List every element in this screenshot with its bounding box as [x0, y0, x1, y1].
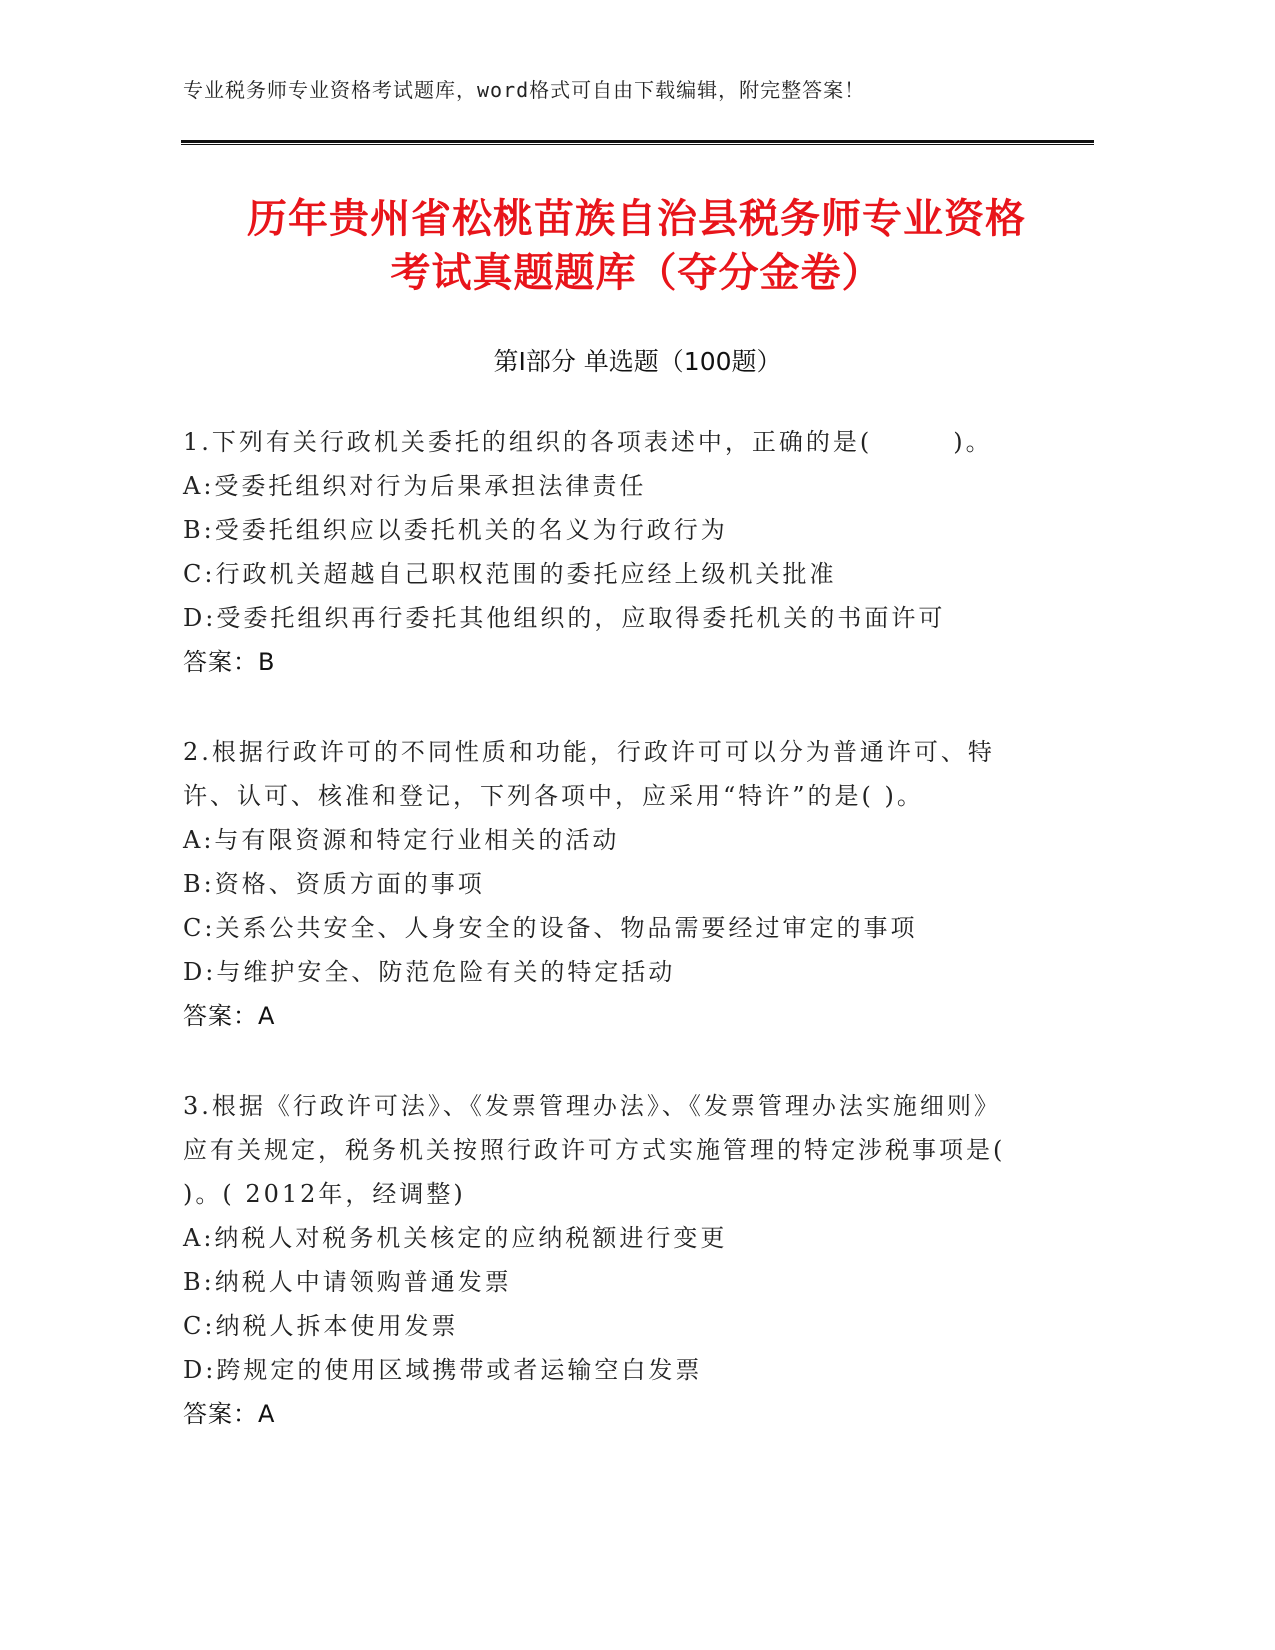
option-c: C:关系公共安全、人身安全的设备、物品需要经过审定的事项 [183, 914, 918, 942]
option-d: D:受委托组织再行委托其他组织的，应取得委托机关的书面许可 [183, 604, 946, 632]
option-a: A:纳税人对税务机关核定的应纳税额进行变更 [183, 1224, 728, 1252]
question-list [183, 420, 1023, 1482]
option-b: B:资格、资质方面的事项 [183, 870, 485, 898]
option-d: D:跨规定的使用区域携带或者运输空白发票 [183, 1356, 703, 1384]
answer: 答案：A [183, 1400, 276, 1428]
option-d: D:与维护安全、防范危险有关的特定括动 [183, 958, 676, 986]
section-heading: 第Ⅰ部分 单选题（100题） [493, 347, 782, 376]
option-a: A:受委托组织对行为后果承担法律责任 [183, 472, 647, 500]
title-line-1: 历年贵州省松桃苗族自治县税务师专业资格 [247, 196, 1026, 242]
option-c: C:行政机关超越自己职权范围的委托应经上级机关批准 [183, 560, 837, 588]
option-c: C:纳税人拆本使用发票 [183, 1312, 459, 1340]
page-header-note: 专业税务师专业资格考试题库，word格式可自由下载编辑，附完整答案！ [183, 78, 866, 102]
answer: 答案：A [183, 1002, 276, 1030]
question-stem: 3.根据《行政许可法》、《发票管理办法》、《发票管理办法实施细则》应有关规定，税务机关按照行政许可方式实施管理的特定涉税事项是( )。( 2012年，经调整) [183, 1092, 1006, 1208]
option-b: B:纳税人中请领购普通发票 [183, 1268, 512, 1296]
question-2 [183, 730, 1023, 1038]
question-3 [183, 1084, 1023, 1436]
title-line-2: 考试真题题库（夺分金卷） [390, 250, 883, 296]
answer: 答案：B [183, 648, 276, 676]
question-stem: 1.下列有关行政机关委托的组织的各项表述中，正确的是( )。 [183, 428, 993, 456]
question-stem: 2.根据行政许可的不同性质和功能，行政许可可以分为普通许可、特许、认可、核准和登记，下列各项中，应采用“特许”的是( )。 [183, 738, 995, 810]
header-divider [181, 140, 1094, 145]
document-title [150, 192, 1123, 300]
option-b: B:受委托组织应以委托机关的名义为行政行为 [183, 516, 728, 544]
option-a: A:与有限资源和特定行业相关的活动 [183, 826, 620, 854]
question-1 [183, 420, 1023, 684]
